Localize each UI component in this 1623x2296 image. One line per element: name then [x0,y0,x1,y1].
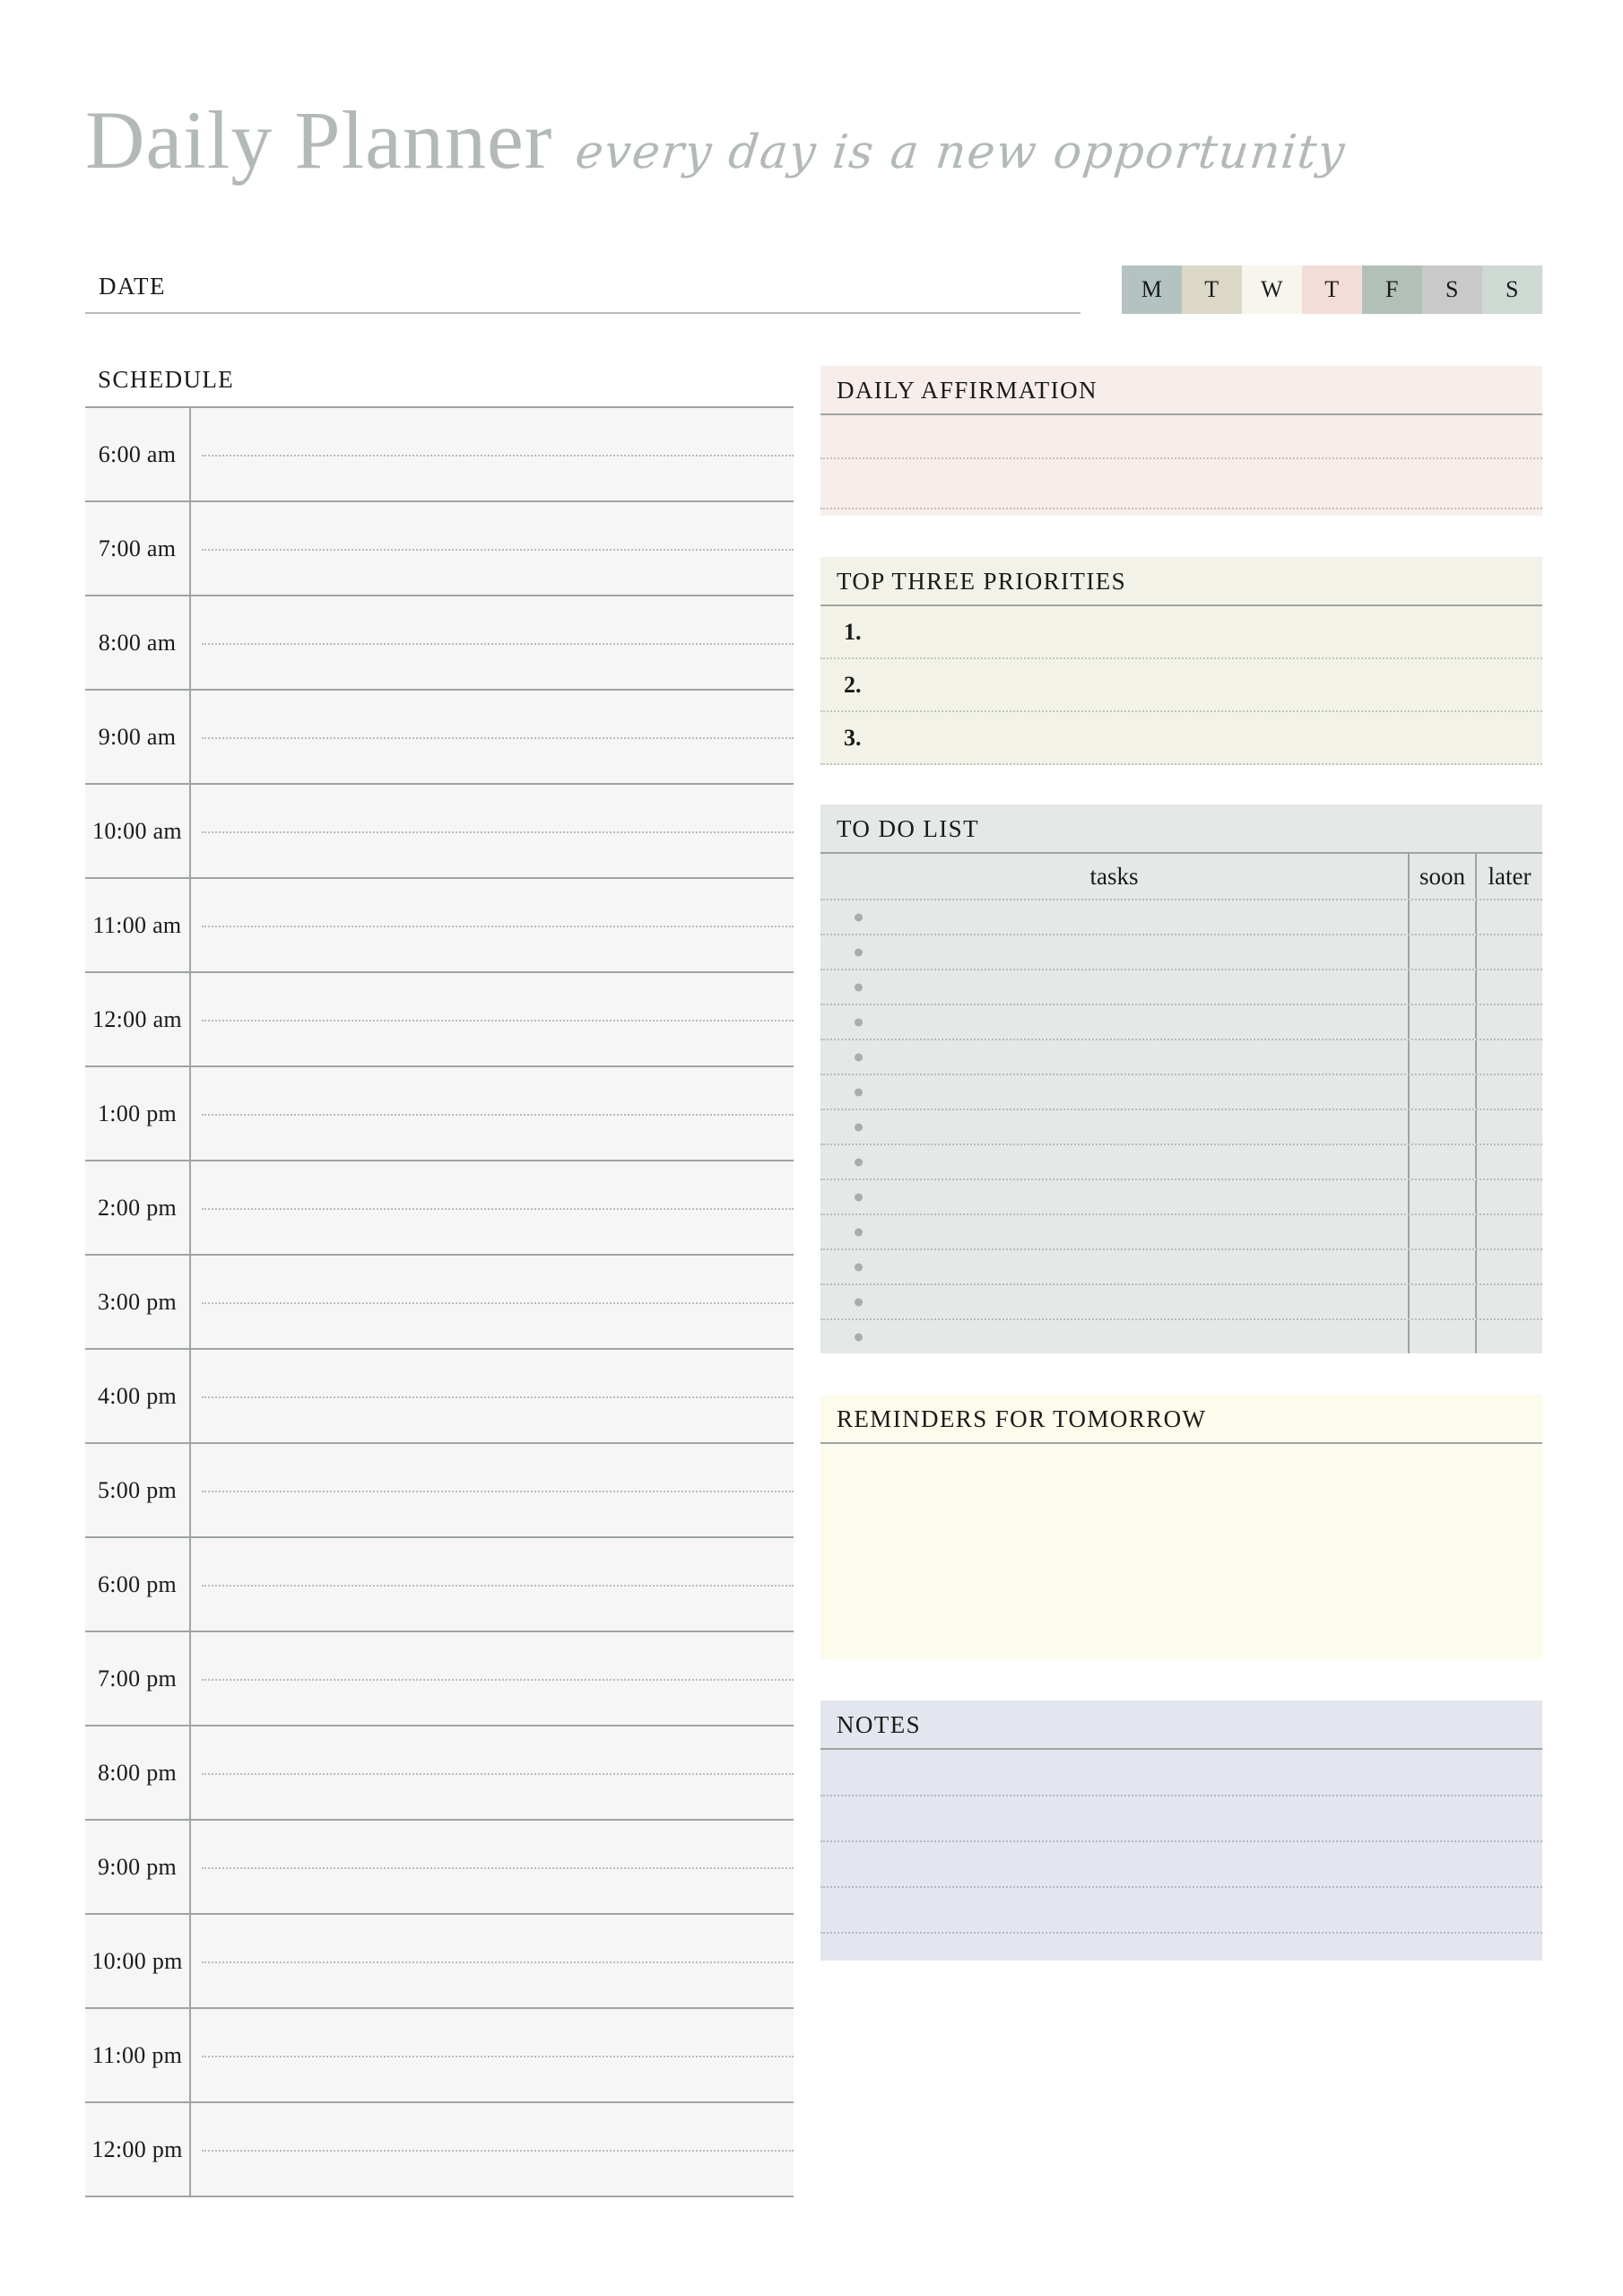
schedule-time-label: 9:00 pm [85,1821,191,1913]
schedule-entry-field[interactable] [191,502,794,595]
to-do-list-title: TO DO LIST [837,815,979,842]
schedule-time-label: 7:00 pm [85,1632,191,1725]
to-do-soon-checkbox[interactable] [1408,970,1475,1004]
schedule-entry-field[interactable] [191,1726,794,1819]
to-do-soon-checkbox[interactable] [1408,935,1475,969]
daily-affirmation-section [820,366,1542,516]
schedule-entry-field[interactable] [191,1538,794,1631]
reminders-for-tomorrow-section [820,1395,1542,1659]
schedule-entry-field[interactable] [191,1632,794,1725]
to-do-list-header [820,804,1542,852]
to-do-row [820,1039,1542,1074]
day-box-1[interactable]: T [1182,265,1242,314]
to-do-row [820,1074,1542,1109]
priority-number: 2. [844,671,862,698]
affirmation-writing-line [820,457,1542,459]
schedule-entry-field[interactable] [191,1350,794,1442]
to-do-row [820,1144,1542,1178]
to-do-task-field[interactable] [820,1110,1408,1144]
bullet-icon [855,913,863,921]
to-do-soon-checkbox[interactable] [1408,1285,1475,1318]
to-do-later-checkbox[interactable] [1475,1285,1542,1318]
to-do-later-checkbox[interactable] [1475,1215,1542,1248]
top-three-priorities-section [820,557,1542,765]
to-do-task-field[interactable] [820,1215,1408,1248]
schedule-time-label: 7:00 am [85,502,191,595]
to-do-later-checkbox[interactable] [1475,1110,1542,1144]
schedule-entry-field[interactable] [191,596,794,689]
to-do-task-field[interactable] [820,1005,1408,1039]
to-do-later-checkbox[interactable] [1475,1075,1542,1109]
to-do-row [820,1248,1542,1283]
schedule-time-label: 8:00 am [85,596,191,689]
to-do-column-headers [820,854,1542,899]
schedule-row [85,1726,794,1821]
schedule-table [85,406,794,2197]
to-do-row [820,1109,1542,1144]
to-do-list-section [820,804,1542,1353]
schedule-entry-field[interactable] [191,691,794,783]
to-do-column-header-later: later [1475,854,1542,899]
top-three-priorities-title: TOP THREE PRIORITIES [837,568,1127,595]
schedule-row [85,596,794,691]
notes-writing-area[interactable] [820,1750,1542,1961]
priority-row[interactable] [820,659,1542,712]
schedule-row [85,1915,794,2009]
schedule-entry-field[interactable] [191,1256,794,1348]
to-do-task-field[interactable] [820,970,1408,1004]
notes-header [820,1700,1542,1748]
reminders-for-tomorrow-header [820,1395,1542,1442]
day-box-6[interactable]: S [1482,265,1542,314]
to-do-soon-checkbox[interactable] [1408,1215,1475,1248]
to-do-soon-checkbox[interactable] [1408,1145,1475,1178]
day-box-3[interactable]: T [1302,265,1362,314]
schedule-time-label: 11:00 pm [85,2009,191,2101]
schedule-time-label: 9:00 am [85,691,191,783]
to-do-soon-checkbox[interactable] [1408,1320,1475,1353]
schedule-row [85,879,794,973]
schedule-entry-field[interactable] [191,1161,794,1254]
schedule-row [85,785,794,879]
priority-number: 3. [844,724,862,751]
bullet-icon [855,1298,863,1306]
to-do-soon-checkbox[interactable] [1408,1075,1475,1109]
schedule-time-label: 3:00 pm [85,1256,191,1348]
day-box-5[interactable]: S [1422,265,1482,314]
schedule-row [85,691,794,785]
notes-writing-line [820,1886,1542,1888]
affirmation-writing-line [820,508,1542,509]
to-do-soon-checkbox[interactable] [1408,900,1475,934]
page-tagline: every day is a new opportunity [573,126,1349,179]
schedule-entry-field[interactable] [191,408,794,500]
to-do-task-field[interactable] [820,935,1408,969]
to-do-row [820,934,1542,969]
to-do-task-field[interactable] [820,1145,1408,1178]
schedule-entry-field[interactable] [191,879,794,971]
to-do-later-checkbox[interactable] [1475,1005,1542,1039]
schedule-time-label: 6:00 pm [85,1538,191,1631]
page-header [85,94,1542,197]
to-do-task-field[interactable] [820,1285,1408,1318]
notes-section [820,1700,1542,1961]
to-do-row [820,1178,1542,1213]
schedule-entry-field[interactable] [191,2103,794,2196]
schedule-row [85,408,794,502]
to-do-row [820,899,1542,934]
schedule-entry-field[interactable] [191,1821,794,1913]
bullet-icon [855,1123,863,1131]
to-do-row [820,969,1542,1004]
to-do-column-header-tasks: tasks [1089,862,1139,890]
to-do-soon-checkbox[interactable] [1408,1250,1475,1283]
schedule-section [85,366,794,2197]
schedule-time-label: 1:00 pm [85,1067,191,1160]
date-row [85,265,1542,314]
schedule-entry-field[interactable] [191,973,794,1065]
bullet-icon [855,1088,863,1096]
bullet-icon [855,983,863,991]
day-box-2[interactable]: W [1242,265,1302,314]
to-do-later-checkbox[interactable] [1475,1040,1542,1074]
bullet-icon [855,1263,863,1271]
schedule-time-label: 5:00 pm [85,1444,191,1536]
to-do-task-field[interactable] [820,900,1408,934]
priority-row[interactable] [820,712,1542,765]
daily-affirmation-writing-area[interactable] [820,415,1542,516]
schedule-time-label: 10:00 am [85,785,191,877]
to-do-soon-checkbox[interactable] [1408,1110,1475,1144]
to-do-soon-checkbox[interactable] [1408,1005,1475,1039]
to-do-task-field[interactable] [820,1320,1408,1353]
day-box-0[interactable]: M [1122,265,1182,314]
daily-affirmation-title: DAILY AFFIRMATION [837,377,1098,404]
to-do-task-field[interactable] [820,1250,1408,1283]
schedule-row [85,502,794,596]
schedule-row [85,1821,794,1915]
bullet-icon [855,1228,863,1236]
to-do-task-field[interactable] [820,1040,1408,1074]
right-column [820,366,1542,1961]
bullet-icon [855,1333,863,1341]
reminders-for-tomorrow-writing-area[interactable] [820,1444,1542,1659]
date-label: DATE [99,273,166,300]
schedule-row [85,1256,794,1350]
schedule-entry-field[interactable] [191,1444,794,1536]
bullet-icon [855,1018,863,1026]
schedule-time-label: 8:00 pm [85,1726,191,1819]
schedule-row [85,1067,794,1161]
day-of-week-selector [1122,265,1542,314]
to-do-row [820,1213,1542,1248]
bullet-icon [855,1053,863,1061]
schedule-time-label: 10:00 pm [85,1915,191,2007]
to-do-row [820,1004,1542,1039]
to-do-soon-checkbox[interactable] [1408,1180,1475,1213]
to-do-column-header-soon: soon [1408,854,1475,899]
to-do-row [820,1283,1542,1318]
to-do-task-field[interactable] [820,1075,1408,1109]
schedule-title: SCHEDULE [98,366,235,393]
to-do-later-checkbox[interactable] [1475,1180,1542,1213]
schedule-time-label: 2:00 pm [85,1161,191,1254]
notes-writing-line [820,1932,1542,1934]
schedule-row [85,1161,794,1256]
schedule-entry-field[interactable] [191,1067,794,1160]
schedule-entry-field[interactable] [191,2009,794,2101]
to-do-soon-checkbox[interactable] [1408,1040,1475,1074]
priority-row[interactable] [820,606,1542,659]
schedule-time-label: 4:00 pm [85,1350,191,1442]
to-do-later-checkbox[interactable] [1475,1145,1542,1178]
schedule-row [85,1538,794,1632]
schedule-row [85,1444,794,1538]
schedule-row [85,1632,794,1726]
notes-writing-line [820,1795,1542,1796]
schedule-entry-field[interactable] [191,785,794,877]
to-do-row [820,1318,1542,1353]
schedule-row [85,973,794,1067]
to-do-later-checkbox[interactable] [1475,970,1542,1004]
to-do-later-checkbox[interactable] [1475,1320,1542,1353]
top-three-priorities-list [820,606,1542,765]
to-do-later-checkbox[interactable] [1475,935,1542,969]
schedule-entry-field[interactable] [191,1915,794,2007]
schedule-row [85,2103,794,2196]
daily-affirmation-header [820,366,1542,413]
bullet-icon [855,1193,863,1201]
schedule-row [85,1350,794,1444]
schedule-time-label: 12:00 am [85,973,191,1065]
priority-number: 1. [844,618,862,645]
to-do-later-checkbox[interactable] [1475,900,1542,934]
schedule-time-label: 11:00 am [85,879,191,971]
to-do-rows [820,899,1542,1353]
to-do-later-checkbox[interactable] [1475,1250,1542,1283]
schedule-row [85,2009,794,2103]
schedule-time-label: 6:00 am [85,408,191,500]
schedule-time-label: 12:00 pm [85,2103,191,2196]
to-do-list-table [820,854,1542,1353]
notes-title: NOTES [837,1711,921,1738]
to-do-task-field[interactable] [820,1180,1408,1213]
day-box-4[interactable]: F [1362,265,1422,314]
notes-writing-line [820,1840,1542,1842]
bullet-icon [855,948,863,956]
bullet-icon [855,1158,863,1166]
page-title: Daily Planner [85,94,553,186]
reminders-for-tomorrow-title: REMINDERS FOR TOMORROW [837,1405,1207,1432]
date-input-line[interactable] [85,312,1081,314]
top-three-priorities-header [820,557,1542,604]
